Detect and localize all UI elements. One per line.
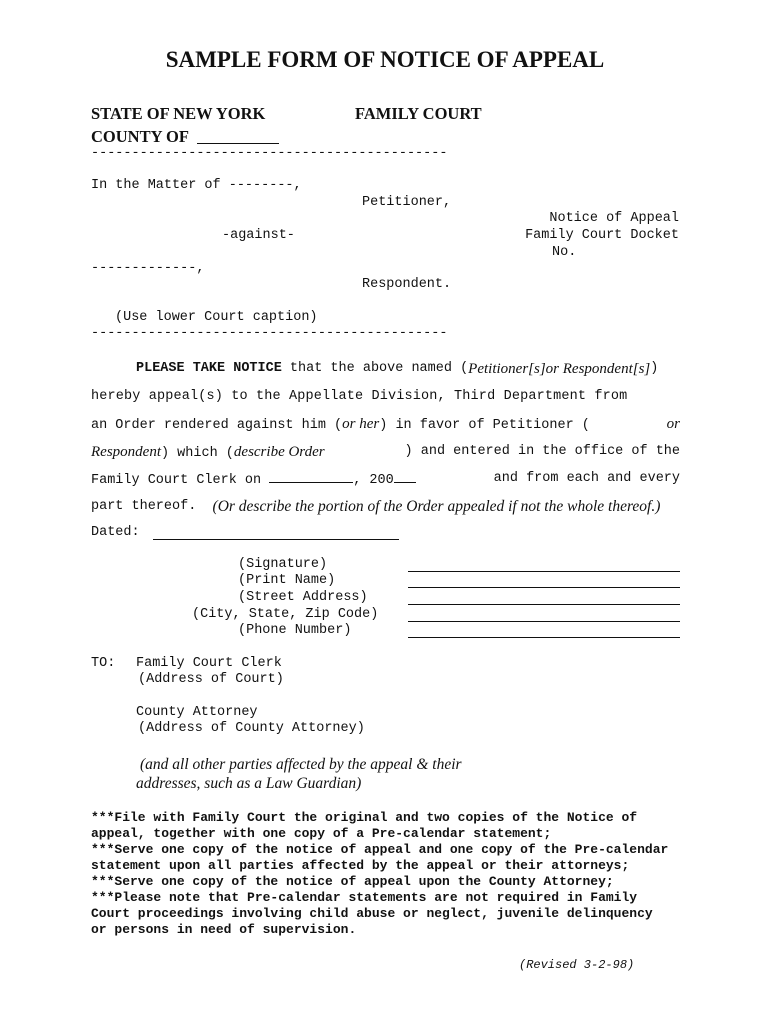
paragraph-line <box>91 386 680 414</box>
filing-note-line: ***Serve one copy of the notice of appeal upon the County Attorney; <box>91 874 614 889</box>
caption-matter: In the Matter of --------, <box>91 178 302 193</box>
paragraph-line <box>91 413 680 441</box>
filing-note-line: ***Serve one copy of the notice of appeal and one copy of the Pre-calendar <box>91 842 669 857</box>
caption-dashes: -------------, <box>91 261 205 276</box>
court-address-text: (Address of Court) <box>138 672 284 687</box>
paragraph-text: Respondent) which (describe Order <box>91 443 325 461</box>
lower-court-caption-note: (Use lower Court caption) <box>115 310 318 325</box>
filing-note-line: or persons in need of supervision. <box>91 922 357 937</box>
paragraph-line <box>91 496 680 524</box>
paragraph-text: that the above named <box>281 361 461 376</box>
docket-label: Family Court Docket <box>525 228 679 243</box>
paragraph-line <box>91 358 680 386</box>
caption-petitioner: Petitioner, <box>362 195 452 210</box>
paragraph-text: and from each and every <box>485 471 680 486</box>
order-date-blank <box>269 468 353 483</box>
paragraph-text: ) <box>650 361 659 376</box>
paragraph-text: ) and entered in the office of the <box>404 443 680 459</box>
paragraph-text: or <box>666 416 680 432</box>
phone-number-label: (Phone Number) <box>238 623 352 638</box>
party-type-placeholder: Petitioner[s]or Respondent[s] <box>468 361 651 377</box>
signature-label: (Signature) <box>238 557 328 572</box>
state-heading: STATE OF NEW YORK <box>91 104 266 123</box>
paragraph-text: Family Court Clerk on , 200 <box>91 468 416 496</box>
county-blank-line <box>197 143 279 144</box>
county-attorney-address-text: (Address of County Attorney) <box>138 721 365 736</box>
filing-note-line: ***File with Family Court the original and two copies of the Notice of <box>91 810 638 825</box>
caption-respondent: Respondent. <box>362 277 452 292</box>
print-name-line <box>408 587 680 588</box>
revision-date: (Revised 3-2-98) <box>519 958 635 972</box>
paragraph-text: ( <box>460 361 469 376</box>
date-signature-line <box>153 539 399 540</box>
street-address-line <box>408 604 680 605</box>
paragraph-text: an Order rendered against him (or her) in favor of Petitioner ( <box>91 416 590 433</box>
year-blank <box>394 468 416 483</box>
please-take-notice-text: PLEASE TAKE NOTICE <box>136 361 282 376</box>
caption-divider-top: -------------------------------------------- <box>91 146 448 161</box>
caption-against: -against- <box>222 228 295 243</box>
other-parties-note-line1: (and all other parties affected by the appeal & their <box>140 756 462 773</box>
city-state-zip-label: (City, State, Zip Code) <box>192 607 379 622</box>
order-portion-instruction: (Or describe the portion of the Order appealed if not the whole thereof.) <box>212 497 661 515</box>
docket-no-label: No. <box>552 245 577 260</box>
court-heading: FAMILY COURT <box>355 104 482 123</box>
print-name-label: (Print Name) <box>238 573 336 588</box>
caption-divider-bottom: -------------------------------------------- <box>91 326 448 341</box>
paragraph-text: hereby appeal(s) to the Appellate Division, Third Department from <box>91 388 628 404</box>
paragraph-text: part thereof. <box>91 498 213 514</box>
notice-paragraph <box>91 358 680 523</box>
county-heading: COUNTY OF <box>91 127 189 146</box>
paragraph-line <box>91 441 680 469</box>
paragraph-line <box>91 468 680 496</box>
notice-of-appeal-label: Notice of Appeal <box>549 211 679 226</box>
to-label: TO: <box>91 656 116 671</box>
county-attorney-text: County Attorney <box>136 705 258 720</box>
phone-number-line <box>408 637 680 638</box>
city-state-zip-line <box>408 621 680 622</box>
family-court-clerk-text: Family Court Clerk <box>136 656 282 671</box>
other-parties-note-line2: addresses, such as a Law Guardian) <box>136 775 362 792</box>
document-title: SAMPLE FORM OF NOTICE OF APPEAL <box>165 47 605 72</box>
street-address-label: (Street Address) <box>238 590 368 605</box>
signature-line <box>408 571 680 572</box>
dated-label: Dated: <box>91 525 140 540</box>
filing-note-line: statement upon all parties affected by the appeal or their attorneys; <box>91 858 630 873</box>
filing-note-line: Court proceedings involving child abuse or neglect, juvenile delinquency <box>91 906 653 921</box>
filing-note-line: ***Please note that Pre-calendar statements are not required in Family <box>91 890 638 905</box>
filing-note-line: appeal, together with one copy of a Pre-calendar statement; <box>91 826 552 841</box>
